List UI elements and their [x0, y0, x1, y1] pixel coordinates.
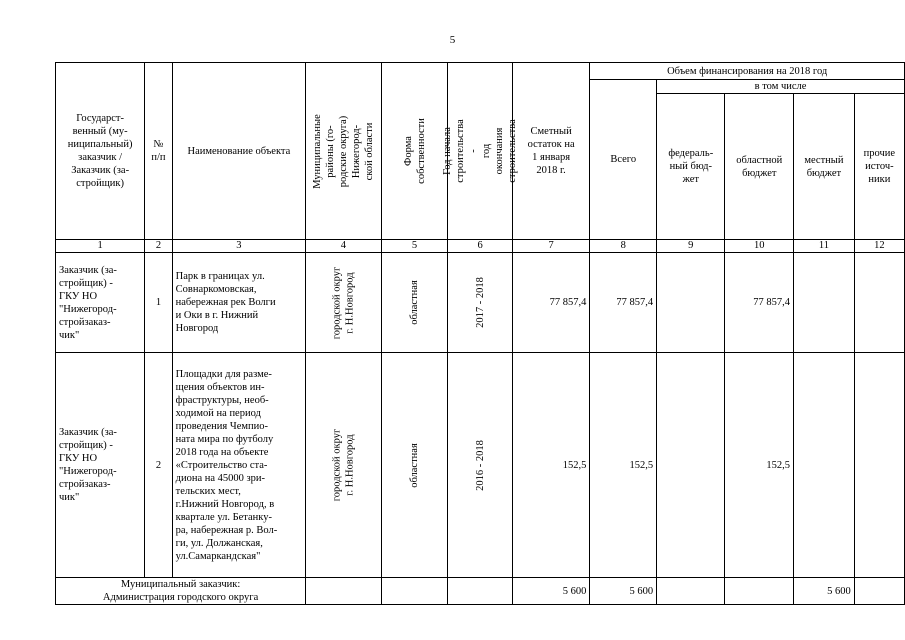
header-num: № п/п	[145, 63, 172, 240]
row-num: 1	[145, 253, 172, 353]
row-ownership: областная	[381, 253, 448, 353]
header-including: в том числе	[657, 80, 905, 94]
empty-cell	[448, 578, 513, 605]
municipal-federal	[657, 578, 725, 605]
municipal-label: Муниципальный заказчик: Администрация городского округа	[56, 578, 306, 605]
row-ownership: областная	[381, 353, 448, 578]
row-customer: Заказчик (за- стройщик) - ГКУ НО "Нижегород- стройзаказ- чик"	[56, 353, 145, 578]
header-row	[56, 63, 905, 80]
row-regional: 77 857,4	[725, 253, 794, 353]
row-other	[854, 353, 904, 578]
col-number: 1	[56, 240, 145, 253]
header-total: Всего	[590, 80, 657, 240]
col-number: 3	[172, 240, 306, 253]
col-number: 10	[725, 240, 794, 253]
financing-table	[55, 62, 905, 605]
row-object: Площадки для разме- щения объектов ин- фраструктуры, необ- ходимой на период проведения Чемпио- ната мира по футболу 2018 года на объекте «Строительство ста- диона на 45000 зри- тельских мест, г.Нижний Новгород, в квартале ул. Бетанку- ра, набережная р. Вол- ги, ул. Должанская, ул.Самаркандская"	[172, 353, 306, 578]
row-remainder: 77 857,4	[512, 253, 589, 353]
page-number: 5	[449, 34, 456, 46]
col-number: 8	[590, 240, 657, 253]
row-total: 152,5	[590, 353, 657, 578]
col-number: 7	[512, 240, 589, 253]
column-number-row	[56, 240, 905, 253]
header-other: прочие источ- ники	[854, 94, 904, 240]
row-federal	[657, 253, 725, 353]
row-object: Парк в границах ул. Совнаркомовская, набережная рек Волги и Оки в г. Нижний Новгород	[172, 253, 306, 353]
col-number: 6	[448, 240, 513, 253]
header-ownership: Форма собственности	[381, 63, 448, 240]
municipal-row	[56, 578, 905, 605]
row-regional: 152,5	[725, 353, 794, 578]
row-local	[794, 353, 855, 578]
table-row	[56, 253, 905, 353]
col-number: 12	[854, 240, 904, 253]
municipal-other	[854, 578, 904, 605]
col-number: 11	[794, 240, 855, 253]
row-district: городской округ г. Н.Новгород	[306, 353, 382, 578]
header-years: Год начала строительства - год окончания строительства	[448, 63, 513, 240]
col-number: 4	[306, 240, 382, 253]
header-regional: областной бюджет	[725, 94, 794, 240]
header-remainder: Сметный остаток на 1 января 2018 г.	[512, 63, 589, 240]
header-federal: федераль- ный бюд- жет	[657, 94, 725, 240]
header-funding: Объем финансирования на 2018 год	[590, 63, 905, 80]
empty-cell	[381, 578, 448, 605]
municipal-total: 5 600	[590, 578, 657, 605]
municipal-local: 5 600	[794, 578, 855, 605]
col-number: 5	[381, 240, 448, 253]
row-remainder: 152,5	[512, 353, 589, 578]
empty-cell	[306, 578, 382, 605]
row-other	[854, 253, 904, 353]
col-number: 9	[657, 240, 725, 253]
row-total: 77 857,4	[590, 253, 657, 353]
col-number: 2	[145, 240, 172, 253]
row-customer: Заказчик (за- стройщик) - ГКУ НО "Нижегород- стройзаказ- чик"	[56, 253, 145, 353]
header-object-name: Наименование объекта	[172, 63, 306, 240]
header-customer: Государст- венный (му- ниципальный) заказчик / Заказчик (за- стройщик)	[56, 63, 145, 240]
municipal-remainder: 5 600	[512, 578, 589, 605]
row-num: 2	[145, 353, 172, 578]
row-local	[794, 253, 855, 353]
table-row	[56, 353, 905, 578]
header-district: Муниципальные районы (го- родские округа) Нижегород- ской области	[306, 63, 382, 240]
row-federal	[657, 353, 725, 578]
row-district: городской округ г. Н.Новгород	[306, 253, 382, 353]
row-years: 2016 - 2018	[448, 353, 513, 578]
row-years: 2017 - 2018	[448, 253, 513, 353]
municipal-regional	[725, 578, 794, 605]
header-local: местный бюджет	[794, 94, 855, 240]
